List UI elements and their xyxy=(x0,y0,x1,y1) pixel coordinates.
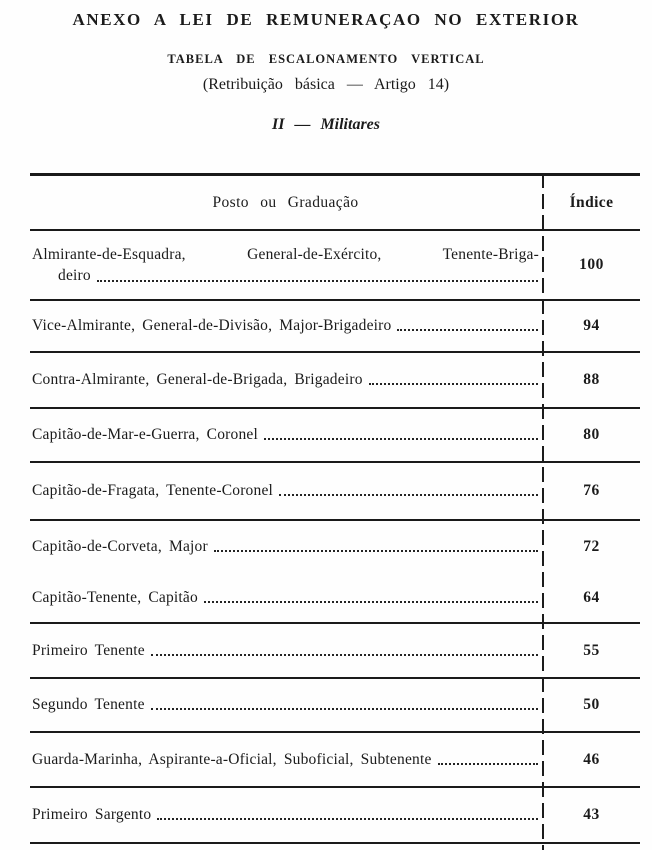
rank-cell xyxy=(30,301,543,351)
table-row xyxy=(30,624,640,679)
table-row xyxy=(30,301,640,353)
indice-value: 88 xyxy=(583,371,600,388)
rank-cell xyxy=(30,679,543,731)
rank-label: Capitão-de-Fragata, Tenente-Coronel xyxy=(32,482,274,499)
rank-cell xyxy=(30,573,543,622)
rank-label-line1: Almirante-de-Esquadra, General-de-Exército, Tenente-Briga- xyxy=(32,246,539,263)
dotted-leader xyxy=(369,383,538,385)
indice-value: 80 xyxy=(583,426,600,443)
dotted-leader xyxy=(214,550,538,552)
rank-cell xyxy=(30,788,543,842)
indice-value: 94 xyxy=(583,317,600,334)
rank-label: Primeiro Sargento xyxy=(32,806,152,823)
dotted-leader xyxy=(157,818,538,820)
column-divider-rule xyxy=(542,173,544,850)
table-row xyxy=(30,733,640,788)
indice-value: 55 xyxy=(583,641,600,659)
table-row xyxy=(30,353,640,409)
dotted-leader xyxy=(151,654,538,656)
rank-cell xyxy=(30,231,543,299)
section-heading: II — Militares xyxy=(271,116,380,133)
rank-cell xyxy=(30,409,543,461)
indice-value: 100 xyxy=(579,256,604,273)
pay-scale-table xyxy=(30,173,640,844)
table-row xyxy=(30,463,640,521)
dotted-leader xyxy=(151,708,538,710)
dotted-leader xyxy=(438,763,538,765)
dotted-leader xyxy=(97,280,538,282)
rank-label-line2: deiro xyxy=(58,267,91,284)
table-row xyxy=(30,521,640,573)
rank-label-line2-wrap xyxy=(32,265,539,286)
indice-value: 43 xyxy=(583,806,600,823)
table-row xyxy=(30,409,640,463)
rank-label: Segundo Tenente xyxy=(32,696,145,713)
table-row-group xyxy=(30,521,640,624)
indice-value: 50 xyxy=(583,696,600,713)
page-note: (Retribuição básica — Artigo 14) xyxy=(202,76,450,93)
rank-label: Capitão-de-Corveta, Major xyxy=(32,538,208,555)
rank-label: Contra-Almirante, General-de-Brigada, Brigadeiro xyxy=(32,371,363,388)
dotted-leader xyxy=(279,494,538,496)
rank-cell xyxy=(30,353,543,407)
rank-label: Guarda-Marinha, Aspirante-a-Oficial, Suboficial, Subtenente xyxy=(32,750,432,768)
dotted-leader xyxy=(204,601,538,603)
indice-value: 72 xyxy=(583,538,600,555)
rank-label: Primeiro Tenente xyxy=(32,641,145,659)
table-row xyxy=(30,788,640,844)
table-row xyxy=(30,573,640,622)
column-header-posto: Posto ou Graduação xyxy=(212,193,359,211)
table-row xyxy=(30,231,640,301)
dotted-leader xyxy=(264,438,538,440)
rank-cell xyxy=(30,733,543,786)
rank-cell xyxy=(30,521,543,573)
rank-label: Capitão-Tenente, Capitão xyxy=(32,588,198,606)
indice-value: 46 xyxy=(583,750,600,768)
page-subtitle: TABELA DE ESCALONAMENTO VERTICAL xyxy=(167,52,485,66)
table-header-row xyxy=(30,176,640,231)
rank-cell xyxy=(30,463,543,519)
indice-value: 76 xyxy=(583,482,600,499)
rank-label: Vice-Almirante, General-de-Divisão, Major-Brigadeiro xyxy=(32,317,392,334)
column-header-indice: Índice xyxy=(569,193,614,211)
indice-value: 64 xyxy=(583,588,600,606)
rank-cell xyxy=(30,624,543,677)
table-row xyxy=(30,679,640,733)
dotted-leader xyxy=(397,329,538,331)
page-title: ANEXO A LEI DE REMUNERAÇAO NO EXTERIOR xyxy=(72,10,580,29)
rank-label: Capitão-de-Mar-e-Guerra, Coronel xyxy=(32,426,258,443)
